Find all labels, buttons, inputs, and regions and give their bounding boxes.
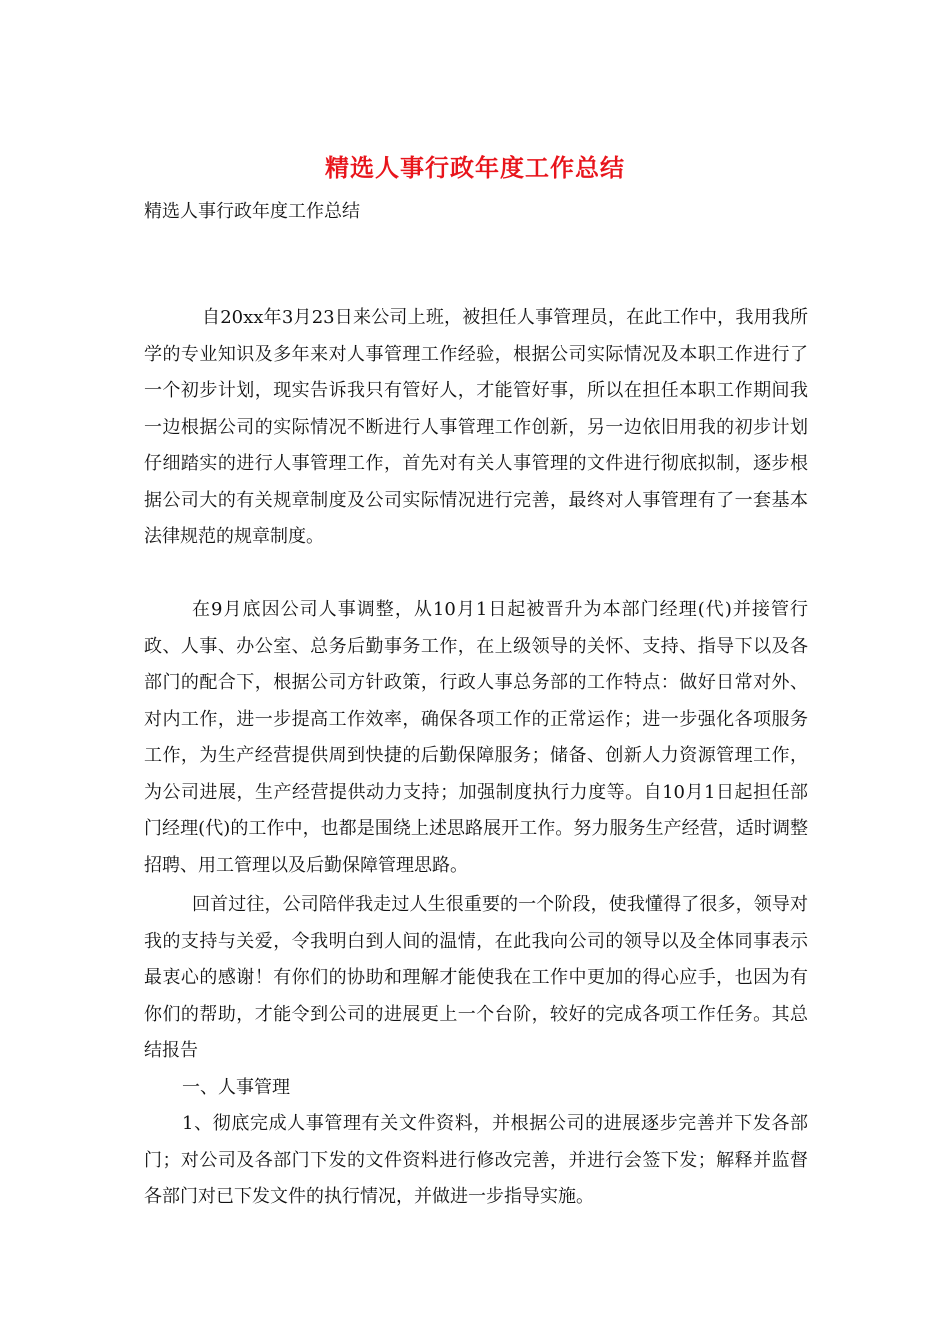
paragraph-intro: 自20xx年3月23日来公司上班，被担任人事管理员，在此工作中，我用我所学的专业知识及多年来对人事管理工作经验，根据公司实际情况及本职工作进行了一个初步计划，现实告诉我只有管好人，才能管好事，所以在担任本职工作期间我一边根据公司的实际情况不断进行人事管理工作创新，另一边依旧用我的初步计划仔细踏实的进行人事管理工作，首先对有关人事管理的文件进行彻底拟制，逐步根据公司大的有关规章制度及公司实际情况进行完善，最终对人事管理有了一套基本法律规范的规章制度。 xyxy=(144,307,808,547)
paragraph-promotion: 在9月底因公司人事调整，从10月1日起被晋升为本部门经理(代)并接管行政、人事、办公室、总务后勤事务工作，在上级领导的关怀、支持、指导下以及各部门的配合下，根据公司方针政策，行政人事总务部的工作特点：做好日常对外、对内工作，进一步提高工作效率，确保各项工作的正常运作；进一步强化各项服务工作，为生产经营提供周到快捷的后勤保障服务；储备、创新人力资源管理工作，为公司进展，生产经营提供动力支持；加强制度执行力度等。自10月1日起担任部门经理(代)的工作中，也都是围绕上述思路展开工作。努力服务生产经营，适时调整招聘、用工管理以及后勤保障管理思路。 xyxy=(144,599,808,876)
document-subtitle: 精选人事行政年度工作总结 xyxy=(144,201,360,222)
paragraph-gratitude: 回首过往，公司陪伴我走过人生很重要的一个阶段，使我懂得了很多，领导对我的支持与关爱，令我明白到人间的温情，在此我向公司的领导以及全体同事表示最衷心的感谢！有你们的协助和理解才能使我在工作中更加的得心应手，也因为有你们的帮助，才能令到公司的进展更上一个台阶，较好的完成各项工作任务。其总结报告 xyxy=(144,894,808,1061)
paragraph-item-1: 1、彻底完成人事管理有关文件资料，并根据公司的进展逐步完善并下发各部门；对公司及各部门下发的文件资料进行修改完善，并进行会签下发；解释并监督各部门对已下发文件的执行情况，并做进一步指导实施。 xyxy=(144,1113,808,1207)
section-heading-personnel: 一、人事管理 xyxy=(182,1077,290,1098)
document-title: 精选人事行政年度工作总结 xyxy=(325,153,625,182)
